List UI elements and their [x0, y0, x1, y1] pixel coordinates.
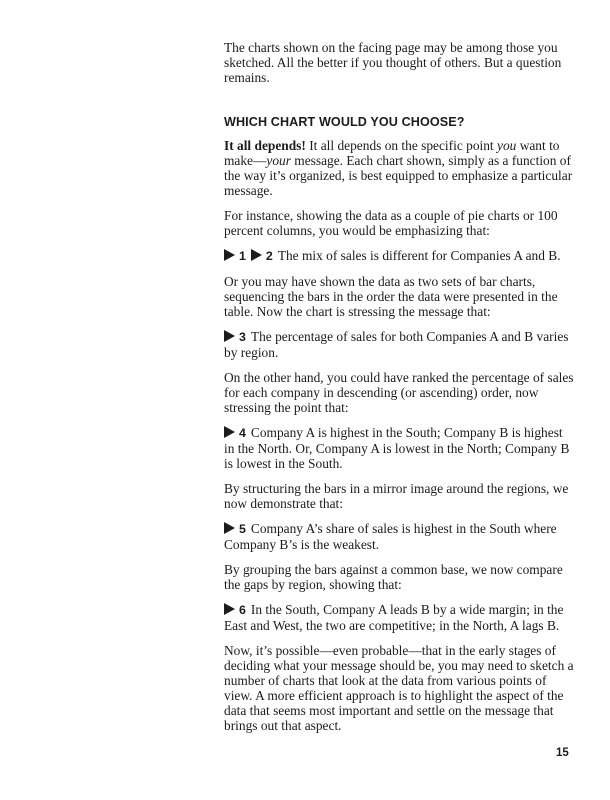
- point-5-text: Company A’s share of sales is highest in the South where Company B’s is the weakest.: [224, 521, 557, 552]
- arrow-icon: [224, 426, 235, 438]
- ranked-paragraph: On the other hand, you could have ranked the percentage of sales for each company in descending (or ascending) order, now stressing the point that:: [224, 370, 574, 415]
- chart-number-3: 3: [239, 330, 246, 344]
- point-4-text: Company A is highest in the South; Company B is highest in the North. Or, Company A is lowest in the North; Company B is lowest in the South.: [224, 425, 570, 471]
- bar-charts-paragraph: Or you may have shown the data as two sets of bar charts, sequencing the bars in the order the data were presented in the table. Now the chart is stressing the message that:: [224, 274, 558, 319]
- grouping-paragraph: By grouping the bars against a common base, we now compare the gaps by region, showing that:: [224, 562, 563, 592]
- intro-paragraph: The charts shown on the facing page may be among those you sketched. All the better if you thought of others. But a question remains.: [224, 40, 562, 85]
- mirror-paragraph: By structuring the bars in a mirror image around the regions, we now demonstrate that:: [224, 481, 569, 511]
- chart-number-2: 2: [265, 249, 273, 263]
- closing-paragraph: Now, it’s possible—even probable—that in the early stages of deciding what your message should be, you may need to sketch a number of charts that look at the data from various points of view. A more efficient approach is to highlight the aspect of the data that seems most important and settle on the message that brings out that aspect.: [224, 643, 574, 733]
- depends-text-a: It all depends on the specific point: [305, 138, 497, 153]
- lead-phrase: It all depends!: [224, 138, 306, 153]
- arrow-icon: [224, 522, 235, 534]
- emphasis-your: your: [266, 153, 291, 168]
- point-1-2: [224, 248, 574, 264]
- depends-paragraph: [224, 138, 574, 198]
- point-3-text: The percentage of sales for both Companies A and B varies by region.: [224, 329, 569, 360]
- arrow-icon: [224, 603, 235, 615]
- chart-number-5: 5: [239, 522, 246, 536]
- point-6: [224, 602, 574, 633]
- emphasis-you: you: [497, 138, 517, 153]
- point-1-2-text: The mix of sales is different for Companies A and B.: [277, 248, 561, 263]
- point-6-text: In the South, Company A leads B by a wide margin; in the East and West, the two are competitive; in the North, A lags B.: [224, 602, 564, 633]
- point-3: [224, 329, 574, 360]
- arrow-icon: [224, 330, 235, 342]
- page-number: 15: [556, 747, 569, 759]
- point-4: [224, 425, 574, 471]
- arrow-icon: [251, 249, 262, 261]
- point-5: [224, 521, 574, 552]
- chart-number-6: 6: [239, 603, 246, 617]
- chart-number-1: 1: [239, 249, 246, 263]
- section-heading: WHICH CHART WOULD YOU CHOOSE?: [224, 115, 465, 129]
- page-body: [224, 40, 574, 743]
- instance-paragraph: For instance, showing the data as a couple of pie charts or 100 percent columns, you would be emphasizing that:: [224, 208, 558, 238]
- chart-number-4: 4: [239, 426, 246, 440]
- arrow-icon: [224, 249, 235, 261]
- depends-text-c: want to make—: [224, 138, 560, 168]
- depends-text-e: message. Each chart shown, simply as a function of the way it’s organized, is best equipped to emphasize a particular message.: [224, 153, 573, 198]
